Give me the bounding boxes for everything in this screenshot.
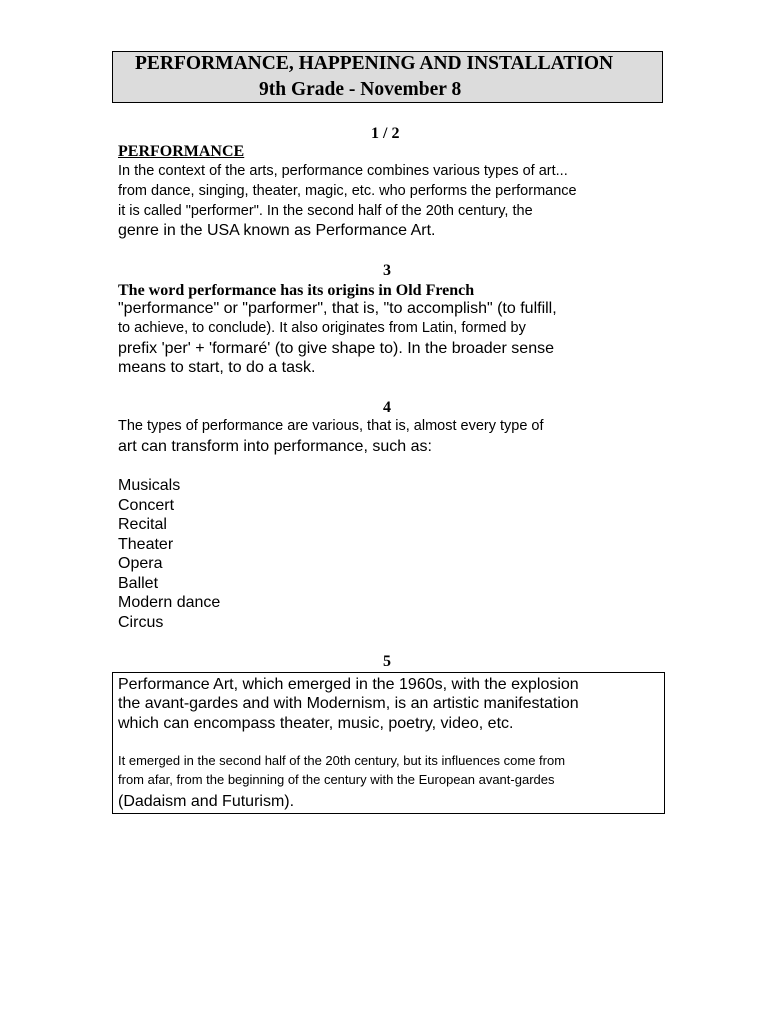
paragraph-line: Performance Art, which emerged in the 1960s, with the explosion [118, 676, 579, 693]
paragraph-line-small: from afar, from the beginning of the century with the European avant-gardes [118, 772, 555, 787]
paragraph-line: In the context of the arts, performance combines various types of art... [118, 163, 568, 179]
section-5-box [112, 672, 665, 814]
paragraph-line: "performance" or "parformer", that is, "to accomplish" (to fulfill, [118, 300, 557, 317]
list-item: Recital [118, 516, 167, 533]
list-item: Opera [118, 555, 163, 572]
paragraph-line: it is called "performer". In the second half of the 20th century, the [118, 203, 533, 219]
list-item: Ballet [118, 575, 159, 592]
section-number-1-2: 1 / 2 [371, 125, 400, 142]
document-subtitle: 9th Grade - November 8 [259, 79, 462, 100]
paragraph-line: means to start, to do a task. [118, 359, 316, 376]
document-title: PERFORMANCE, HAPPENING AND INSTALLATION [135, 53, 614, 74]
paragraph-line: (Dadaism and Futurism). [118, 793, 295, 810]
paragraph-line: which can encompass theater, music, poetry, video, etc. [118, 715, 514, 732]
list-item: Musicals [118, 477, 181, 494]
section-number-4: 4 [383, 399, 391, 416]
section-number-5: 5 [383, 653, 391, 670]
paragraph-line-small: It emerged in the second half of the 20th century, but its influences come from [118, 753, 566, 768]
paragraph-line: to achieve, to conclude). It also originates from Latin, formed by [118, 320, 526, 336]
list-item: Theater [118, 536, 174, 553]
list-item: Modern dance [118, 594, 221, 611]
paragraph-line: The types of performance are various, that is, almost every type of [118, 418, 544, 434]
list-item: Concert [118, 497, 175, 514]
paragraph-line: the avant-gardes and with Modernism, is an artistic manifestation [118, 695, 579, 712]
paragraph-line: art can transform into performance, such as: [118, 438, 432, 455]
paragraph-line: genre in the USA known as Performance Art. [118, 222, 436, 239]
section-number-3: 3 [383, 262, 391, 279]
section-heading-performance: PERFORMANCE [118, 143, 245, 160]
paragraph-line: prefix 'per' + 'formaré' (to give shape to). In the broader sense [118, 340, 554, 357]
title-box [112, 51, 663, 103]
paragraph-line: from dance, singing, theater, magic, etc. who performs the performance [118, 183, 577, 199]
list-item: Circus [118, 614, 164, 631]
section-heading-origins: The word performance has its origins in Old French [118, 282, 475, 299]
